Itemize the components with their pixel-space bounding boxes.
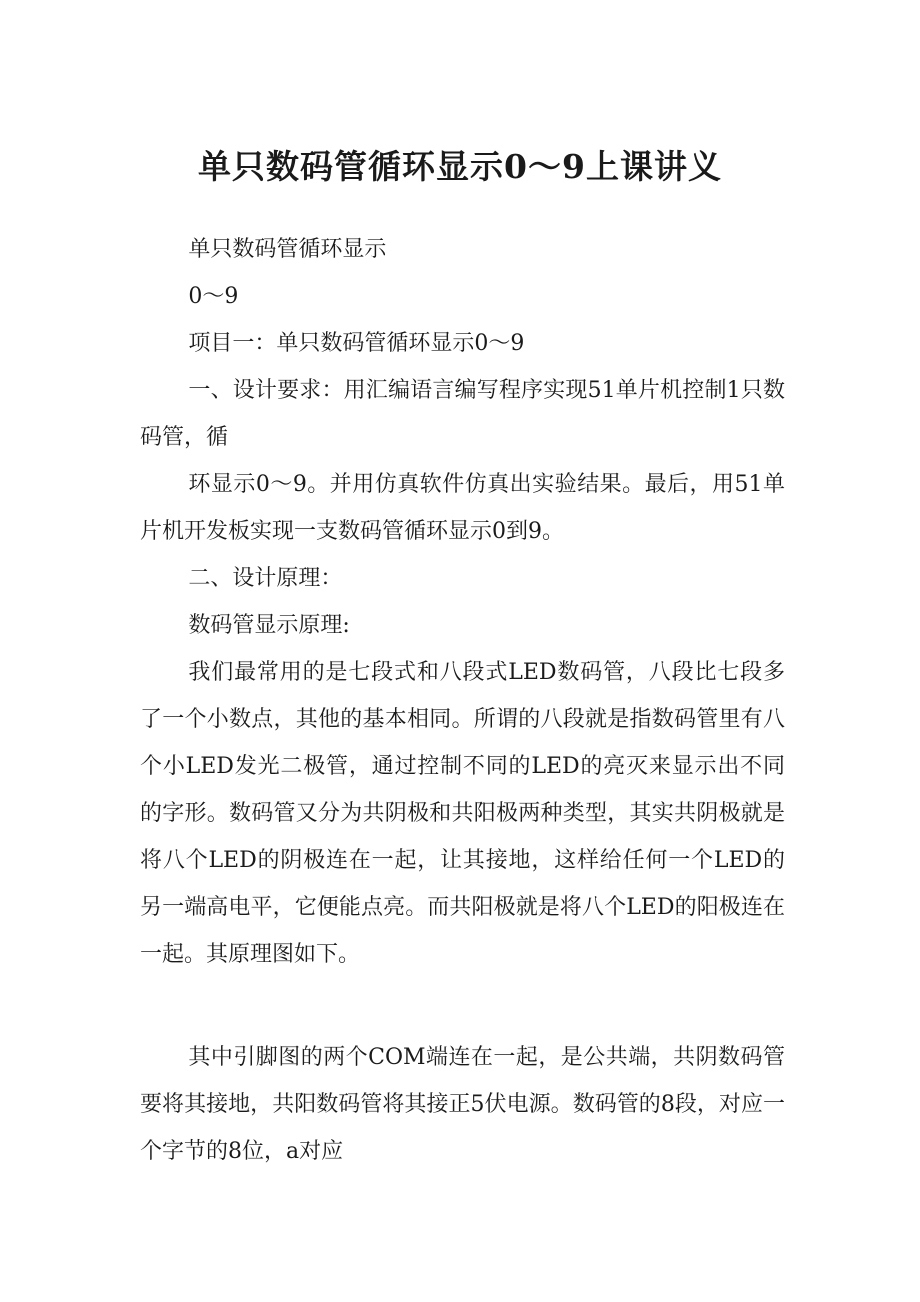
paragraph-subtitle-line1: 单只数码管循环显示 (188, 237, 387, 262)
paragraph-led-segments: 我们最常用的是七段式和八段式LED数码管，八段比七段多了一个小数点，其他的基本相同。所谓的八段就是指数码管里有八个小LED发光二极管，通过控制不同的LED的亮灭来显示出不同的字形。数码管又分为共阴极和共阳极两种类型，其实共阴极就是将八个LED的阴极连在一起，让其接地，这样给任何一个LED的另一端高电平，它便能点亮。而共阳极就是将八个LED的阳极连在一起。其原理图如下。 (140, 660, 785, 967)
document-title: 单只数码管循环显示0～9上课讲义 (198, 147, 722, 186)
document-body (140, 226, 785, 1175)
paragraph-com-pins: 其中引脚图的两个COM端连在一起，是公共端，共阴数码管要将其接地，共阳数码管将其接正5伏电源。数码管的8段，对应一个字节的8位，a对应 (140, 1045, 785, 1164)
paragraph-requirements-continued: 环显示0～9。并用仿真软件仿真出实验结果。最后，用51单片机开发板实现一支数码管循环显示0到9。 (140, 472, 785, 544)
paragraph-subtitle-line2: 0～9 (188, 284, 239, 309)
paragraph-design-requirements: 一、设计要求：用汇编语言编写程序实现51单片机控制1只数码管，循 (140, 378, 785, 450)
paragraph-project-heading: 项目一：单只数码管循环显示0～9 (188, 331, 525, 356)
paragraph-design-principle-heading: 二、设计原理： (188, 566, 343, 591)
figure-placeholder-gap (140, 978, 785, 1034)
paragraph-display-principle-heading: 数码管显示原理: (188, 613, 350, 638)
